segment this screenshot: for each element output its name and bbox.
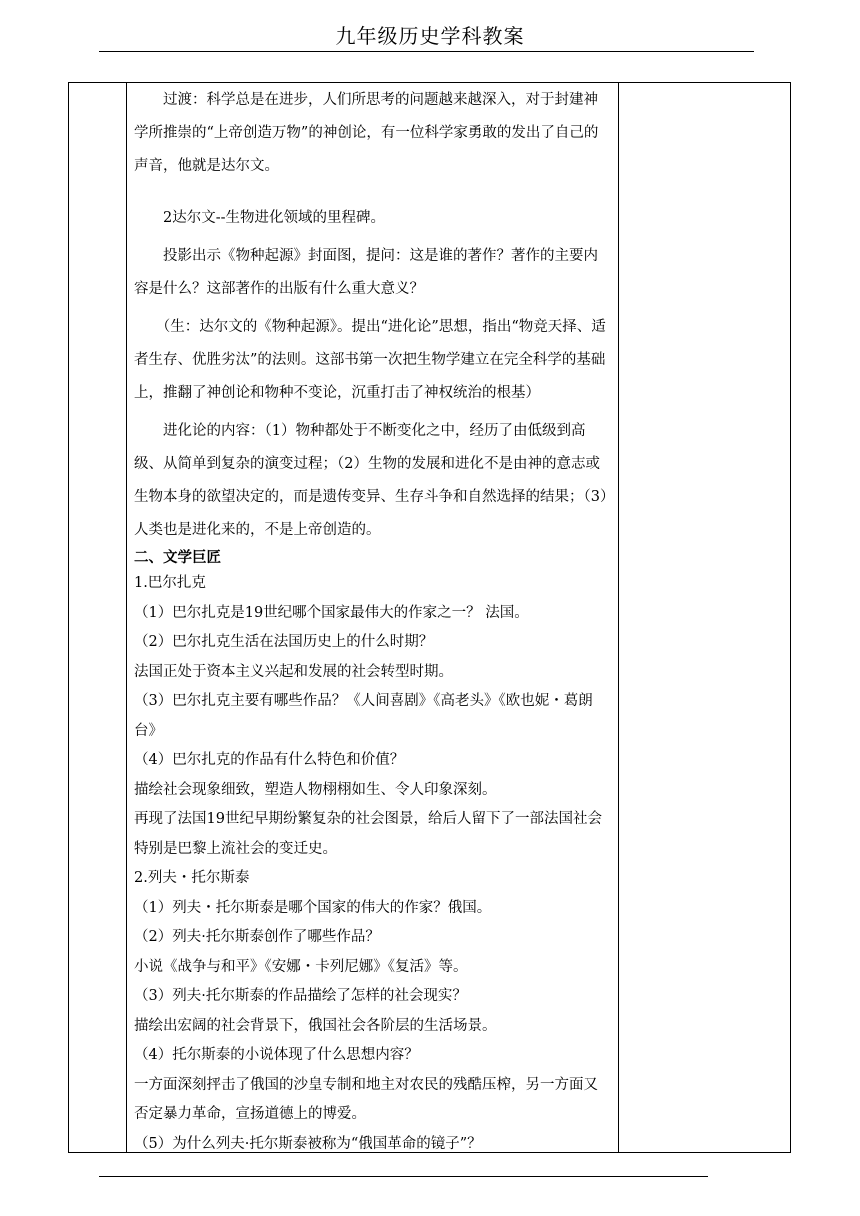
header-divider: [99, 51, 754, 52]
table-column-divider-left: [126, 82, 127, 1153]
page-header-title: 九年级历史学科教案: [335, 24, 525, 48]
darwin-question: 投影出示《物种起源》封面图，提问：这是谁的著作？著作的主要内容是什么？这部著作的出版有什么重大意义？: [134, 248, 598, 297]
transition-paragraph: 过渡：科学总是在进步，人们所思考的问题越来越深入，对于封建神学所推崇的“上帝创造万物”的神创论，有一位科学家勇敢的发出了自己的声音，他就是达尔文。: [134, 92, 599, 174]
footer-divider: [99, 1176, 708, 1177]
text-line: 1.巴尔扎克: [134, 575, 206, 591]
text-line: （4）巴尔扎克的作品有什么特色和价值？: [134, 752, 405, 768]
text-line: 再现了法国19世纪早期纷繁复杂的社会图景，给后人留下了一部法国社会特别是巴黎上流社会的变迁史。: [134, 811, 602, 857]
text-line: 一方面深刻抨击了俄国的沙皇专制和地主对农民的残酷压榨，另一方面又否定暴力革命，宣扬道德上的博爱。: [134, 1076, 598, 1122]
text-line: （5）为什么列夫·托尔斯泰被称为“俄国革命的镜子”？: [134, 1135, 482, 1152]
text-line: （1）巴尔扎克是19世纪哪个国家最伟大的作家之一？ 法国。: [134, 604, 529, 621]
text-line: 小说《战争与和平》《安娜・卡列尼娜》《复活》等。: [134, 958, 468, 975]
text-line: 描绘出宏阔的社会背景下，俄国社会各阶层的生活场景。: [134, 1017, 497, 1034]
text-line: （3）巴尔扎克主要有哪些作品？《人间喜剧》《高老头》《欧也妮・葛朗台》: [134, 693, 593, 739]
text-line: （4）托尔斯泰的小说体现了什么思想内容？: [134, 1047, 419, 1063]
section-heading: 二、文学巨匠: [134, 550, 221, 566]
text-line: （1）列夫・托尔斯泰是哪个国家的伟大的作家？俄国。: [134, 899, 492, 916]
lesson-content: [134, 84, 612, 1159]
darwin-answer: （生：达尔文的《物种起源》。提出“进化论”思想，指出“物竞天择、适者生存、优胜劣汰”的法则。这部书第一次把生物学建立在完全科学的基础上，推翻了神创论和物种不变论，沉重打击了神权统治的根基）: [134, 319, 606, 401]
darwin-heading: 2达尔文--生物进化领域的里程碑。: [163, 210, 386, 226]
text-line: （2）列夫·托尔斯泰创作了哪些作品？: [134, 929, 380, 945]
text-line: 2.列夫・托尔斯泰: [134, 870, 250, 886]
evolution-content: 进化论的内容：（1）物种都处于不断变化之中，经历了由低级到高级、从简单到复杂的演变过程；（2）生物的发展和进化不是由神的意志或生物本身的欲望决定的，而是遗传变异、生存斗争和自然选择的结果；（3）人类也是进化来的，不是上帝创造的。: [134, 423, 608, 538]
table-column-divider-right: [618, 82, 619, 1153]
text-line: 法国正处于资本主义兴起和发展的社会转型时期。: [134, 663, 453, 680]
text-line: （2）巴尔扎克生活在法国历史上的什么时期？: [134, 634, 434, 650]
text-line: （3）列夫·托尔斯泰的作品描绘了怎样的社会现实？: [134, 988, 467, 1004]
text-line: 描绘社会现象细致，塑造人物栩栩如生、令人印象深刻。: [134, 781, 497, 798]
